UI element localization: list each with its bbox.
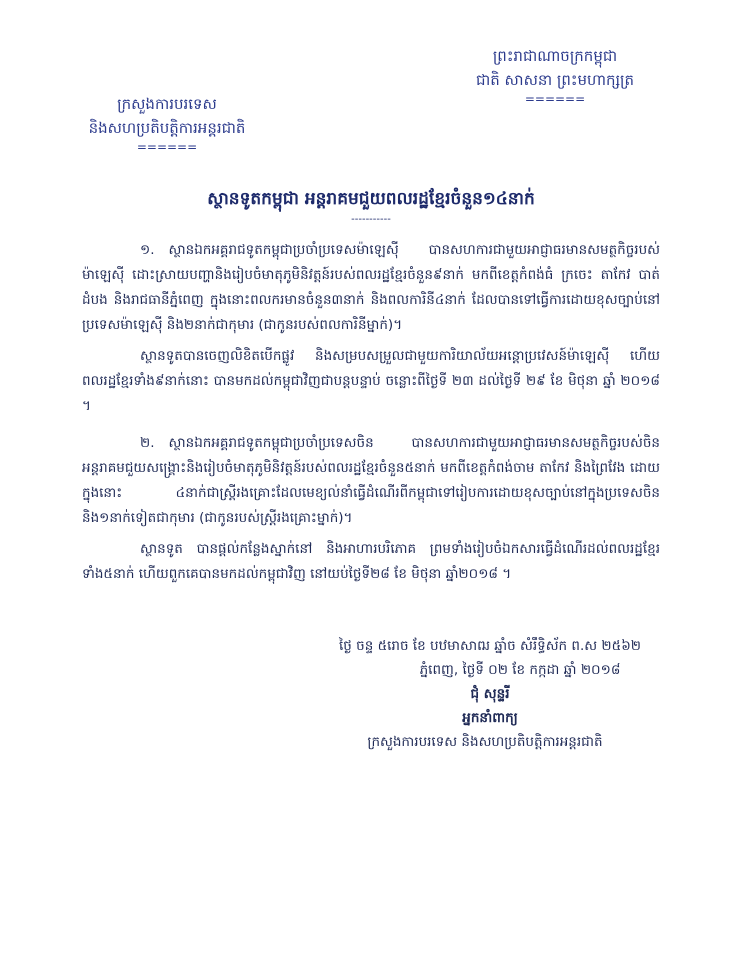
solar-date: ភ្នំពេញ, ថ្ងៃទី ០២ ខែ កក្កដា ឆ្នាំ ២០១៨ (419, 662, 621, 678)
signatory-role: អ្នកនាំពាក្យ (462, 710, 518, 726)
paragraph-number: ១. (140, 242, 155, 258)
paragraph-4 (82, 537, 660, 587)
paragraph-text: ស្ថានឯកអគ្គរាជទូតកម្ពុជាប្រចាំប្រទេសម៉ាឡេស៊ី បានសហការជាមួយអាជ្ញាធរមានសមត្ថកិច្ចរបស់ម៉ាឡេស៊ី ដោះស្រាយបញ្ហានិងរៀបចំមាតុភូមិនិវត្តន៍របស់ពលរដ្ឋខ្មែរចំនួន៩នាក់ មកពីខេត្តកំពង់ធំ ក្រចេះ តាកែវ បាត់ដំបង និងរាជធានីភ្នំពេញ ក្នុងនោះពលករមានចំនួន៣នាក់ និងពលការិនី៤នាក់ ដែលបានទៅធ្វើការដោយខុសច្បាប់នៅប្រទេសម៉ាឡេស៊ី និង២នាក់ជាកុមារ (ជាកូនរបស់ពលការិនីម្នាក់)។ (82, 242, 660, 333)
kingdom-separator: ====== (524, 92, 586, 106)
ministry-name-line2: និងសហប្រតិបត្តិការអន្តរជាតិ (88, 119, 246, 137)
lunar-date: ថ្ងៃ ចន្ទ ៥រោច ខែ បឋមាសាឍ ឆ្នាំច សំរឹទ្ធិស័ក ព.ស ២៥៦២ (339, 638, 641, 654)
kingdom-header (460, 44, 650, 106)
signatory-name: ជុំ សុន្ទរី (470, 686, 510, 702)
ministry-separator: ====== (136, 140, 198, 154)
paragraph-3 (82, 431, 660, 531)
document-body (82, 238, 660, 593)
title-separator: ----------- (351, 214, 391, 225)
document-title: ស្ថានទូតកម្ពុជា អន្តរាគមជួយពលរដ្ឋខ្មែរចំនួន១៤នាក់ (207, 189, 535, 209)
paragraph-text: ស្ថានឯកអគ្គរាជទូតកម្ពុជាប្រចាំប្រទេសចិន បានសហការជាមួយអាជ្ញាធរមានសមត្ថកិច្ចរបស់ចិន អន្តរាគមជួយសង្គ្រោះនិងរៀបចំមាតុភូមិនិវត្តន៍របស់ពលរដ្ឋខ្មែរចំនួន៥នាក់ មកពីខេត្តកំពង់ចាម តាកែវ និងព្រៃវែង ដោយក្នុងនោះ ៤នាក់ជាស្ត្រីរងគ្រោះដែលមេខ្យល់នាំធ្វើដំណើរពីកម្ពុជាទៅរៀបការដោយខុសច្បាប់នៅក្នុងប្រទេសចិន និង១នាក់ទៀតជាកុមារ (ជាកូនរបស់ស្ត្រីរងគ្រោះម្នាក់)។ (82, 435, 660, 526)
kingdom-motto: ជាតិ សាសនា ព្រះមហាក្សត្រ (475, 71, 635, 89)
signatory-organization: ក្រសួងការបរទេស និងសហប្រតិបត្តិការអន្តរជាតិ (367, 734, 603, 750)
paragraph-text: ស្ថានទូតបានចេញលិខិតបើកផ្លូវ និងសម្របសម្រួលជាមួយការិយាល័យអន្តោប្រវេសន៍ម៉ាឡេស៊ី ហើយពលរដ្ឋខ្មែរទាំង៩នាក់នោះ បានមកដល់កម្ពុជាវិញជាបន្តបន្ទាប់ ចន្លោះពីថ្ងៃទី ២៣ ដល់ថ្ងៃទី ២៩ ខែ មិថុនា ឆ្នាំ ២០១៨ ។ (82, 348, 660, 414)
ministry-name: ក្រសួងការបរទេស (117, 95, 217, 113)
paragraph-number: ២. (140, 435, 155, 451)
signature-block (290, 634, 690, 754)
ministry-header (52, 92, 282, 154)
paragraph-2 (82, 344, 660, 419)
kingdom-name: ព្រះរាជាណាចក្រកម្ពុជា (492, 47, 618, 65)
paragraph-1 (82, 238, 660, 338)
paragraph-text: ស្ថានទូត បានផ្តល់កន្លែងស្នាក់នៅ និងអាហារបរិភោគ ព្រមទាំងរៀបចំឯកសារធ្វើដំណើរដល់ពលរដ្ឋខ្មែរទាំង៥នាក់ ហើយពួកគេបានមកដល់កម្ពុជាវិញ នៅយប់ថ្ងៃទី២៨ ខែ មិថុនា ឆ្នាំ២០១៨ ។ (82, 541, 660, 582)
